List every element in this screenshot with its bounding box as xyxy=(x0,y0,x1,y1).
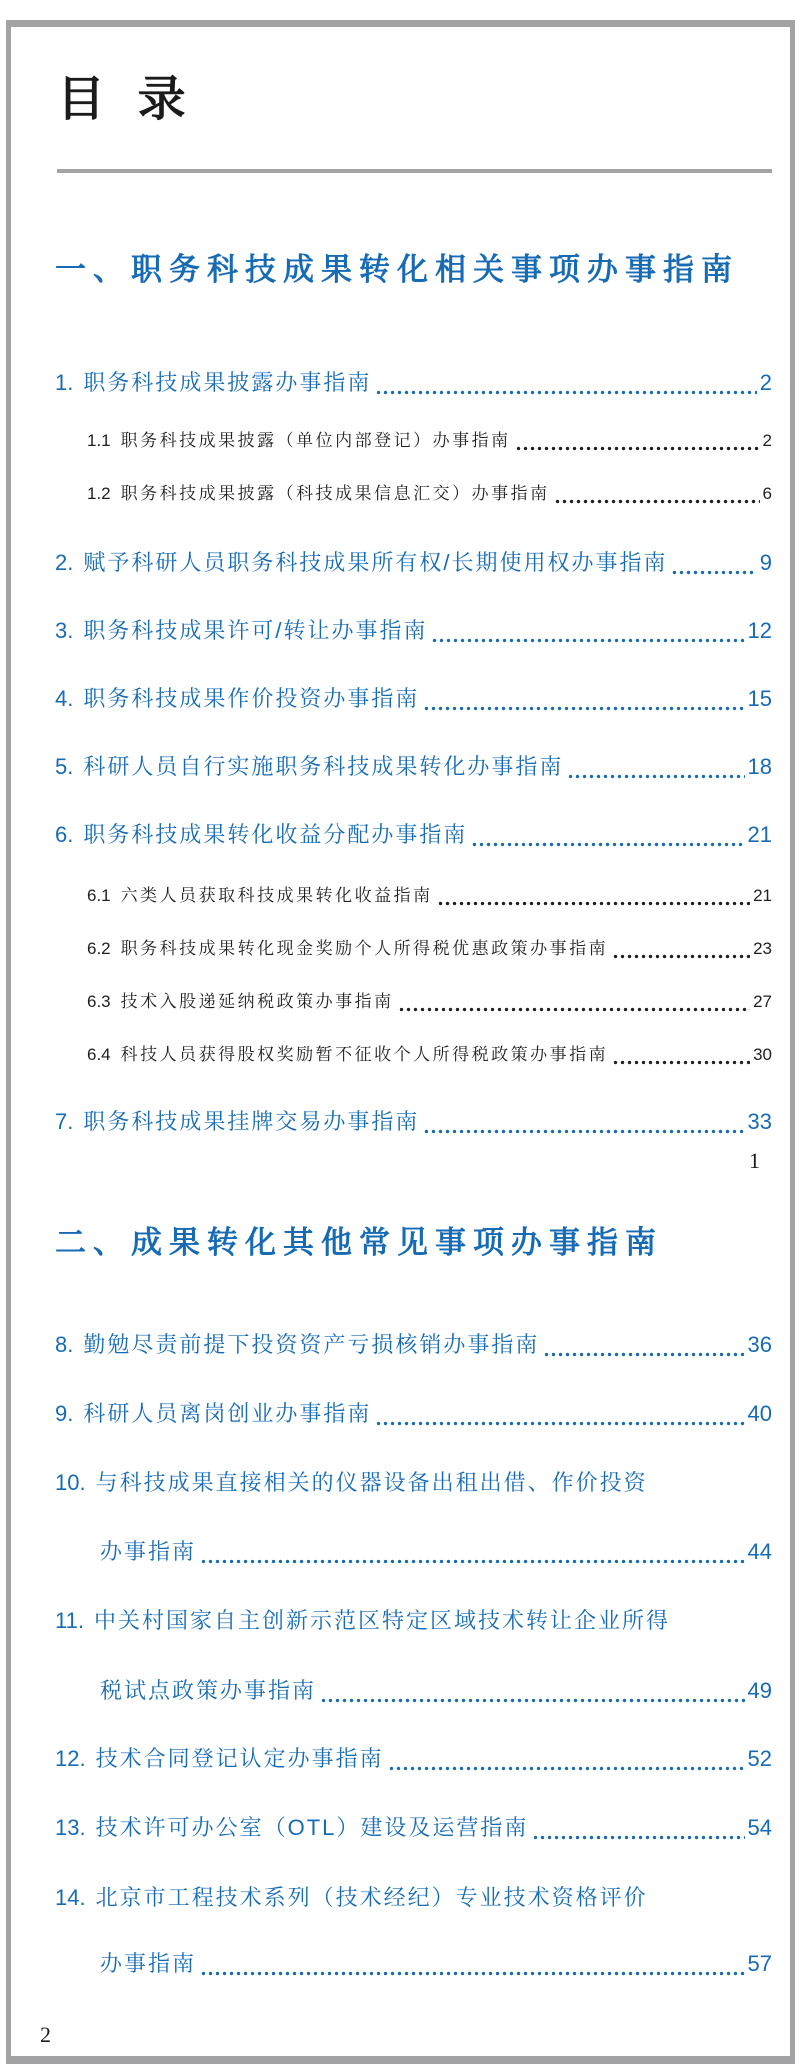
toc-item-4 xyxy=(55,685,772,713)
toc-item-number: 6.1 xyxy=(87,886,111,905)
toc-item-2 xyxy=(55,549,772,577)
toc-item-page: 27 xyxy=(753,992,772,1011)
toc-item-6-1 xyxy=(87,884,772,908)
toc-item-number: 8. xyxy=(55,1332,74,1357)
toc-item-6 xyxy=(55,821,772,849)
toc-item-10-line2 xyxy=(100,1538,772,1566)
toc-item-title: 职务科技成果披露办事指南 xyxy=(83,370,372,395)
toc-item-number: 12. xyxy=(55,1746,86,1771)
toc-item-number: 9. xyxy=(55,1401,74,1426)
toc-item-number: 10. xyxy=(55,1470,86,1495)
toc-item-title: 中关村国家自主创新示范区特定区域技术转让企业所得 xyxy=(93,1608,670,1633)
section-1-heading: 一、职务科技成果转化相关事项办事指南 xyxy=(55,252,739,287)
toc-item-page: 23 xyxy=(753,939,772,958)
toc-item-page: 18 xyxy=(747,754,772,779)
toc-item-number: 6. xyxy=(55,822,74,847)
toc-item-title: 科研人员离岗创业办事指南 xyxy=(83,1401,372,1426)
toc-item-title: 赋予科研人员职务科技成果所有权/长期使用权办事指南 xyxy=(83,550,668,575)
toc-item-number: 7. xyxy=(55,1109,74,1134)
toc-item-number: 2. xyxy=(55,550,74,575)
toc-item-page: 6 xyxy=(762,484,772,503)
toc-item-page: 21 xyxy=(753,886,772,905)
toc-item-number: 6.4 xyxy=(87,1045,111,1064)
toc-item-title: 职务科技成果转化现金奖励个人所得税优惠政策办事指南 xyxy=(120,939,609,958)
toc-item-title: 勤勉尽责前提下投资资产亏损核销办事指南 xyxy=(83,1332,540,1357)
toc-item-title: 六类人员获取科技成果转化收益指南 xyxy=(120,886,433,905)
toc-item-title-continued: 办事指南 xyxy=(100,1539,197,1564)
toc-item-1-2 xyxy=(87,482,772,506)
toc-item-page: 40 xyxy=(747,1401,772,1426)
toc-item-page: 44 xyxy=(747,1539,772,1564)
toc-item-title: 职务科技成果披露（单位内部登记）办事指南 xyxy=(120,431,511,450)
toc-item-page: 52 xyxy=(747,1746,772,1771)
toc-item-title: 技术入股递延纳税政策办事指南 xyxy=(120,992,394,1011)
toc-item-title: 技术许可办公室（OTL）建设及运营指南 xyxy=(95,1815,529,1840)
toc-item-9 xyxy=(55,1400,772,1428)
toc-item-6-2 xyxy=(87,937,772,961)
toc-item-page: 57 xyxy=(747,1951,772,1976)
toc-item-1 xyxy=(55,369,772,397)
toc-item-page: 30 xyxy=(753,1045,772,1064)
toc-item-page: 33 xyxy=(747,1109,772,1134)
toc-item-number: 1.1 xyxy=(87,431,111,450)
toc-item-1-1 xyxy=(87,429,772,453)
toc-item-14-line2 xyxy=(100,1950,772,1978)
toc-item-title: 科研人员自行实施职务科技成果转化办事指南 xyxy=(83,754,564,779)
toc-item-6-3 xyxy=(87,990,772,1014)
folio-number-1: 1 xyxy=(749,1148,760,1173)
toc-item-title: 技术合同登记认定办事指南 xyxy=(95,1746,384,1771)
toc-item-number: 3. xyxy=(55,618,74,643)
toc-item-5 xyxy=(55,753,772,781)
toc-item-3 xyxy=(55,617,772,645)
toc-item-page: 54 xyxy=(747,1815,772,1840)
title-rule xyxy=(57,169,772,173)
toc-item-10-line1 xyxy=(55,1469,772,1497)
toc-item-number: 1. xyxy=(55,370,74,395)
toc-item-page: 2 xyxy=(762,431,772,450)
toc-item-number: 4. xyxy=(55,686,74,711)
toc-item-number: 14. xyxy=(55,1885,86,1910)
toc-item-title: 职务科技成果许可/转让办事指南 xyxy=(83,618,428,643)
toc-item-title: 职务科技成果转化收益分配办事指南 xyxy=(83,822,468,847)
toc-item-number: 5. xyxy=(55,754,74,779)
section-2-heading: 二、成果转化其他常见事项办事指南 xyxy=(55,1225,663,1260)
toc-item-title-continued: 税试点政策办事指南 xyxy=(100,1678,317,1703)
toc-item-number: 13. xyxy=(55,1815,86,1840)
toc-item-title: 北京市工程技术系列（技术经纪）专业技术资格评价 xyxy=(95,1885,648,1910)
toc-title: 目 录 xyxy=(57,73,188,126)
toc-item-title: 与科技成果直接相关的仪器设备出租出借、作价投资 xyxy=(95,1470,648,1495)
toc-item-page: 2 xyxy=(759,370,772,395)
toc-item-7 xyxy=(55,1108,772,1136)
toc-item-11-line2 xyxy=(100,1677,772,1705)
toc-item-page: 49 xyxy=(747,1678,772,1703)
toc-item-number: 6.3 xyxy=(87,992,111,1011)
toc-item-6-4 xyxy=(87,1043,772,1067)
toc-item-number: 1.2 xyxy=(87,484,111,503)
toc-item-12 xyxy=(55,1745,772,1773)
toc-item-8 xyxy=(55,1331,772,1359)
folio-number-2: 2 xyxy=(40,2022,51,2047)
toc-item-page: 36 xyxy=(747,1332,772,1357)
toc-item-title: 职务科技成果作价投资办事指南 xyxy=(83,686,420,711)
toc-item-page: 21 xyxy=(747,822,772,847)
toc-item-title: 科技人员获得股权奖励暂不征收个人所得税政策办事指南 xyxy=(120,1045,609,1064)
toc-item-title-continued: 办事指南 xyxy=(100,1951,197,1976)
toc-item-11-line1 xyxy=(55,1607,772,1635)
toc-item-page: 12 xyxy=(747,618,772,643)
toc-item-14-line1 xyxy=(55,1884,772,1912)
toc-item-13 xyxy=(55,1814,772,1842)
toc-item-page: 9 xyxy=(759,550,772,575)
toc-item-number: 6.2 xyxy=(87,939,111,958)
toc-item-title: 职务科技成果披露（科技成果信息汇交）办事指南 xyxy=(120,484,550,503)
toc-item-page: 15 xyxy=(747,686,772,711)
toc-item-title: 职务科技成果挂牌交易办事指南 xyxy=(83,1109,420,1134)
toc-item-number: 11. xyxy=(55,1608,84,1633)
